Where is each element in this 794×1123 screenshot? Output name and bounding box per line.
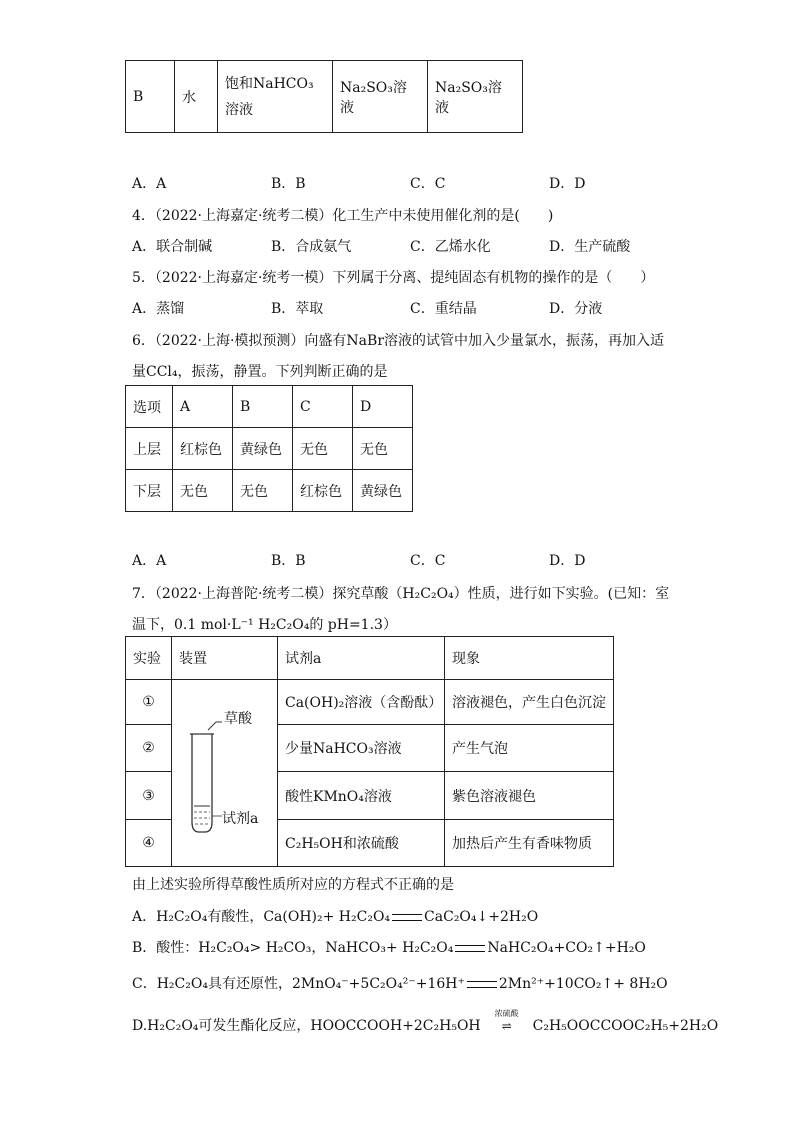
q7-cell: 酸性KMnO₄溶液 [278, 772, 445, 820]
q7-cell: C₂H₅OH和浓硫酸 [278, 820, 445, 867]
q7-exp-number: ② [126, 725, 172, 772]
q3-cell: B [126, 61, 175, 133]
q6-option-b: B．B [271, 553, 306, 569]
q6-header-cell: D [353, 386, 413, 428]
q5-option-b: B．萃取 [271, 301, 324, 317]
apparatus-label-oxalic-acid: 草酸 [224, 711, 252, 727]
equals-sign-icon [467, 981, 497, 988]
q3-table-fragment [125, 60, 523, 133]
q6-cell: 红棕色 [293, 470, 353, 512]
q7-option-d [132, 1009, 719, 1035]
q7-exp-number: ③ [126, 772, 172, 820]
q6-cell: 无色 [293, 428, 353, 470]
q7-option-b [132, 937, 646, 957]
q6-header-cell: 选项 [126, 386, 173, 428]
q6-cell: 黄绿色 [233, 428, 293, 470]
q3-option-d: D．D [549, 176, 586, 192]
q6-header-cell: A [173, 386, 233, 428]
q3-cell: 水 [175, 61, 218, 133]
q7-cell: 溶液褪色，产生白色沉淀 [445, 680, 614, 725]
q7-option-a [132, 906, 538, 926]
q6-stem-line1: 6．（2022·上海·模拟预测）向盛有NaBr溶液的试管中加入少量氯水，振荡，再加入适 [132, 333, 665, 349]
q7-option-d-suffix: C₂H₅OOCCOOC₂H₅+2H₂O [532, 1018, 719, 1034]
q7-header-cell: 实验 [126, 637, 172, 680]
q7-exp-number: ④ [126, 820, 172, 867]
q7-table [125, 636, 614, 867]
q7-cell: Ca(OH)₂溶液（含酚酞） [278, 680, 445, 725]
q7-option-c-prefix: C．H₂C₂O₄具有还原性，2MnO₄⁻+5C₂O₄²⁻+16H⁺ [132, 976, 465, 992]
q6-header-cell: B [233, 386, 293, 428]
q4-option-b: B．合成氨气 [271, 239, 352, 255]
q7-cell: 少量NaHCO₃溶液 [278, 725, 445, 772]
q3-option-c: C．C [410, 176, 446, 192]
q7-option-c-suffix: 2Mn²⁺+10CO₂↑+ 8H₂O [498, 976, 668, 992]
q5-stem: 5．（2022·上海嘉定·统考一模）下列属于分离、提纯固态有机物的操作的是（ ） [132, 270, 655, 286]
q3-cell: 饱和NaHCO₃溶液 [218, 61, 333, 133]
q6-stem-line2: 量CCl₄，振荡，静置。下列判断正确的是 [132, 364, 388, 380]
q6-header-cell: C [293, 386, 353, 428]
q6-cell: 上层 [126, 428, 173, 470]
reaction-condition: 浓硫酸 [494, 1009, 519, 1018]
q4-option-a: A．联合制碱 [132, 239, 213, 255]
q7-header-cell: 试剂a [278, 637, 445, 680]
q6-cell: 下层 [126, 470, 173, 512]
q6-table [125, 385, 413, 512]
q6-option-a: A．A [132, 553, 167, 569]
test-tube-icon [192, 734, 212, 832]
q7-header-cell: 现象 [445, 637, 614, 680]
q6-cell: 无色 [173, 470, 233, 512]
q3-cell: Na₂SO₃溶液 [333, 61, 428, 133]
q6-cell: 无色 [233, 470, 293, 512]
q7-stem-line1: 7．（2022·上海普陀·统考二模）探究草酸（H₂C₂O₄）性质，进行如下实验。(已知：室 [132, 586, 670, 602]
q4-option-c: C．乙烯水化 [410, 239, 491, 255]
q7-option-a-suffix: CaC₂O₄↓+2H₂O [424, 909, 539, 925]
q3-option-a: A．A [132, 176, 167, 192]
q6-cell: 无色 [353, 428, 413, 470]
reversible-arrow-icon: 浓硫酸 ⇌ [481, 1018, 533, 1034]
q7-option-d-prefix: D.H₂C₂O₄可发生酯化反应，HOOCCOOH+2C₂H₅OH [132, 1018, 481, 1034]
q7-apparatus-cell [172, 680, 278, 867]
q6-cell: 黄绿色 [353, 470, 413, 512]
apparatus-label-reagent: 试剂a [222, 811, 259, 827]
q7-option-c [132, 973, 668, 993]
q7-stem-line2: 温下，0.1 mol·L⁻¹ H₂C₂O₄的 pH=1.3） [132, 617, 397, 633]
q3-cell: Na₂SO₃溶液 [428, 61, 523, 133]
q7-cell: 加热后产生有香味物质 [445, 820, 614, 867]
q5-option-a: A．蒸馏 [132, 301, 185, 317]
q6-cell: 红棕色 [173, 428, 233, 470]
q7-exp-number: ① [126, 680, 172, 725]
q3-option-b: B．B [271, 176, 306, 192]
q7-option-b-prefix: B．酸性：H₂C₂O₄> H₂CO₃，NaHCO₃+ H₂C₂O₄ [132, 940, 454, 956]
q5-option-c: C．重结晶 [410, 301, 477, 317]
q7-header-cell: 装置 [172, 637, 278, 680]
q7-question: 由上述实验所得草酸性质所对应的方程式不正确的是 [132, 877, 454, 893]
q6-option-d: D．D [549, 553, 586, 569]
q7-cell: 产生气泡 [445, 725, 614, 772]
q4-option-d: D．生产硫酸 [549, 239, 631, 255]
q5-option-d: D．分液 [549, 301, 603, 317]
q7-option-a-prefix: A．H₂C₂O₄有酸性，Ca(OH)₂+ H₂C₂O₄ [132, 909, 391, 925]
q6-option-c: C．C [410, 553, 446, 569]
equals-sign-icon [392, 914, 422, 921]
q7-cell: 紫色溶液褪色 [445, 772, 614, 820]
equals-sign-icon [455, 945, 485, 952]
q7-option-b-suffix: NaHC₂O₄+CO₂↑+H₂O [487, 940, 646, 956]
q4-stem: 4．（2022·上海嘉定·统考二模）化工生产中未使用催化剂的是( ) [132, 208, 554, 224]
